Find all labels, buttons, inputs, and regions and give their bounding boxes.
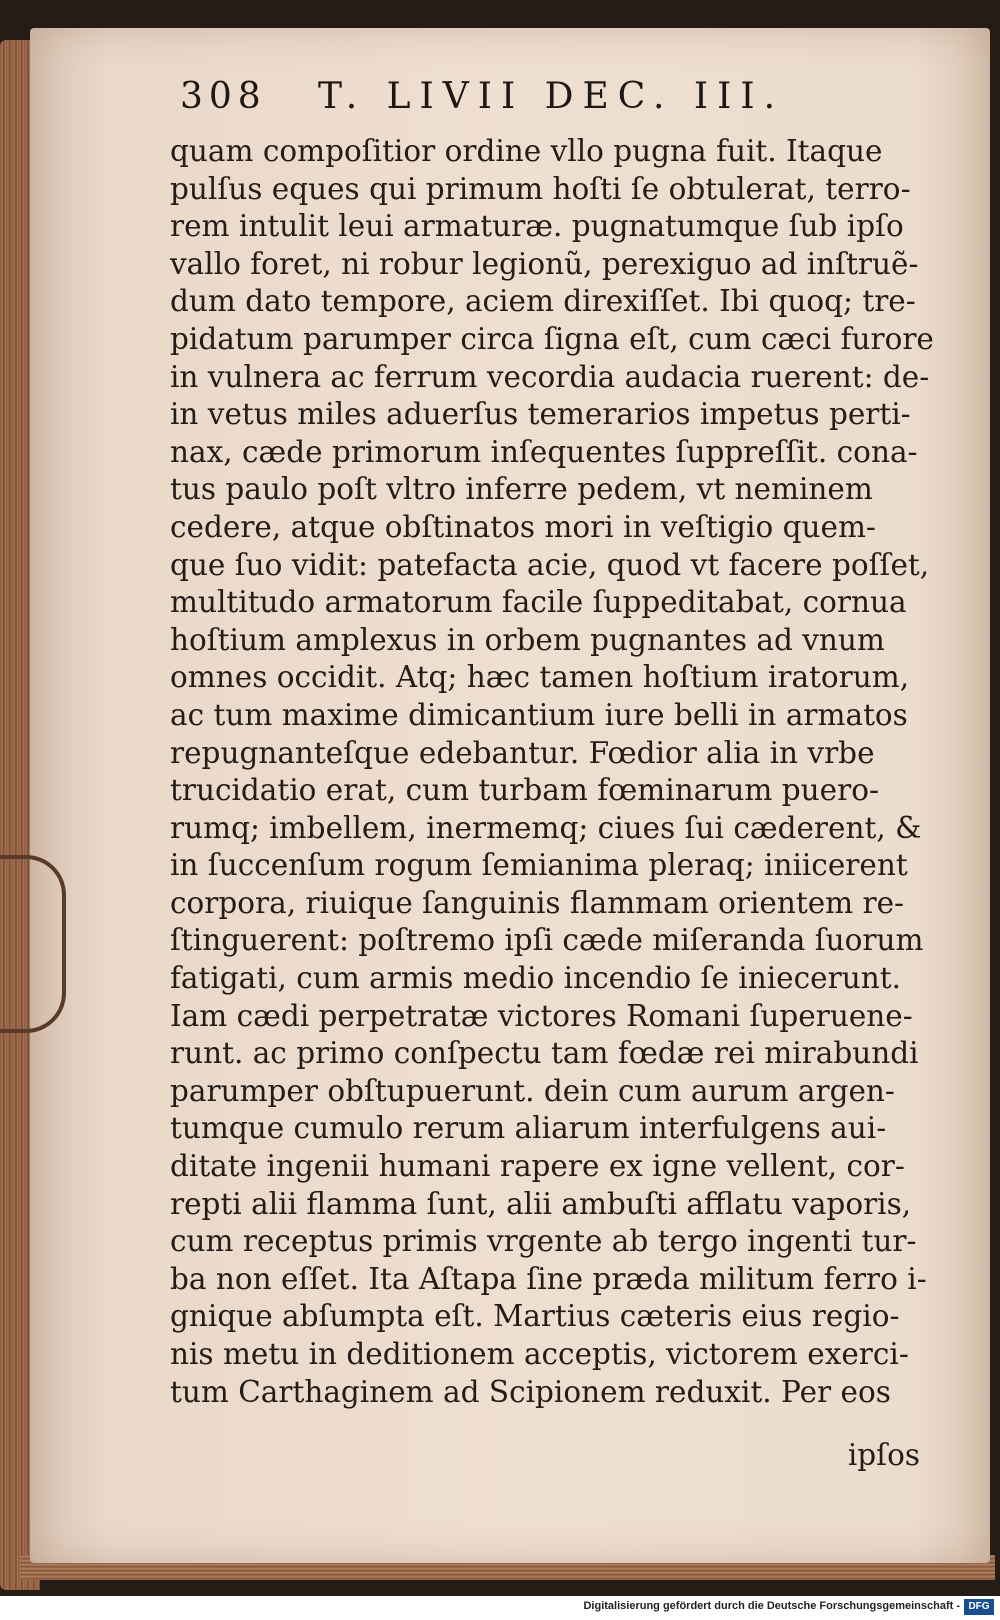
text-line: quam compoſitior ordine vllo pugna fuit. Itaque (170, 134, 883, 168)
text-line: fatigati, cum armis medio incendio ſe iniecerunt. (170, 961, 901, 996)
text-line: corpora, riuique ſanguinis flammam orientem re- (170, 885, 905, 920)
text-line: vallo foret, ni robur legionũ, perexiguo ad inſtruẽ- (170, 246, 919, 281)
text-line: ba non eſſet. Ita Aſtapa ſine præda militum ferro i- (170, 1261, 927, 1296)
text-line: rem intulit leui armaturæ. pugnatumque ſub ipſo (170, 209, 904, 244)
text-line: Iam cædi perpetratæ victores Romani ſuperuene- (170, 998, 913, 1033)
text-line: ditate ingenii humani rapere ex igne vellent, cor- (170, 1149, 905, 1184)
text-line: in vulnera ac ferrum vecordia audacia ruerent: de- (170, 359, 930, 394)
text-line: hoſtium amplexus in orbem pugnantes ad vnum (170, 622, 885, 657)
text-line: gnique abſumpta eſt. Martius cæteris eius regio- (170, 1299, 900, 1334)
text-line: multitudo armatorum facile ſuppeditabat, cornua (170, 585, 907, 620)
page-clip (0, 855, 66, 1033)
text-line: repugnanteſque edebantur. Fœdior alia in vrbe (170, 735, 875, 770)
text-line: pulſus eques qui primum hoſti ſe obtulerat, terro- (170, 171, 911, 206)
running-title: T. LIVII DEC. III. (318, 76, 785, 117)
text-line: omnes occidit. Atq; hæc tamen hoſtium iratorum, (170, 660, 910, 695)
body-text (170, 133, 940, 1411)
text-line: pidatum parumper circa ſigna eſt, cum cæci furore (170, 321, 934, 356)
page-number: 308 (180, 76, 267, 117)
footer-credit: Digitalisierung gefördert durch die Deutsche Forschungsgemeinschaft - (583, 1600, 960, 1612)
text-line: cedere, atque obſtinatos mori in veſtigio quem- (170, 509, 876, 544)
book-page (30, 28, 990, 1563)
text-line: runt. ac primo conſpectu tam fœdæ rei mirabundi (170, 1036, 919, 1071)
text-line: dum dato tempore, aciem direxiſſet. Ibi quoq; tre- (170, 284, 916, 319)
text-line: nis metu in deditionem acceptis, victorem exerci- (170, 1337, 909, 1371)
text-line: ac tum maxime dimicantium iure belli in armatos (170, 697, 908, 732)
text-line: in ſuccenſum rogum ſemianima pleraq; iniicerent (170, 848, 908, 883)
text-line: que ſuo vidit: patefacta acie, quod vt facere poſſet, (170, 547, 930, 582)
text-line: tum Carthaginem ad Scipionem reduxit. Per eos (170, 1374, 891, 1409)
text-line: ſtinguerent: poſtremo ipſi cæde miſeranda ſuorum (170, 923, 924, 958)
text-line: trucidatio erat, cum turbam fœminarum puero- (170, 773, 879, 808)
text-line: parumper obſtupuerunt. dein cum aurum argen- (170, 1073, 895, 1108)
dfg-logo-icon: DFG (964, 1599, 994, 1615)
text-line: nax, cæde primorum inſequentes ſuppreſſit. cona- (170, 434, 918, 469)
text-line: tus paulo poſt vltro inferre pedem, vt neminem (170, 472, 873, 507)
text-line: cum receptus primis vrgente ab tergo ingenti tur- (170, 1224, 917, 1259)
footer-bar (0, 1596, 1000, 1620)
text-line: in vetus miles aduerſus temerarios impetus perti- (170, 397, 911, 432)
text-line: tumque cumulo rerum aliarum interfulgens aui- (170, 1111, 887, 1146)
text-line: rumq; imbellem, inermemq; ciues ſui cæderent, & (170, 810, 922, 845)
catchword: ipſos (847, 1438, 920, 1472)
text-line: repti alii flamma ſunt, alii ambuſti afflatu vaporis, (170, 1186, 912, 1221)
